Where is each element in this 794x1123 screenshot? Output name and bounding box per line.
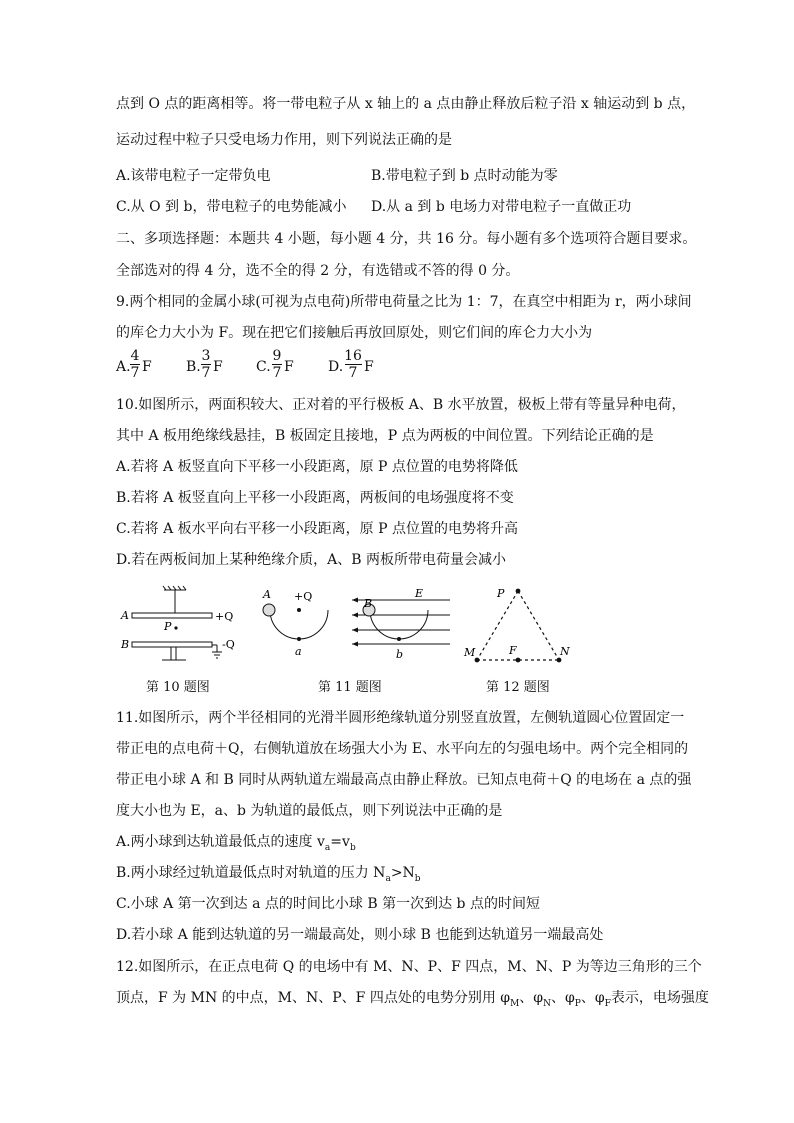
q9-text-line1: 9.两个相同的金属小球(可视为点电荷)所带电荷量之比为 1：7，在真空中相距为 r，两小球间	[116, 294, 692, 310]
figure-10-parallel-plates	[118, 584, 243, 664]
q10-text-line1: 10.如图所示，两面积较大、正对着的平行极板 A、B 水平放置，极板上带有等量异种电荷，	[116, 397, 686, 413]
q9-option-c-fraction	[270, 348, 284, 381]
q10-option-a: A.若将 A 板竖直向下平移一小段距离，原 P 点位置的电势将降低	[116, 459, 518, 475]
label-plus-q: +Q	[215, 610, 234, 623]
point-p-dot	[516, 589, 521, 594]
q11-text-line4: 度大小也为 E，a、b 为轨道的最低点，则下列说法中正确的是	[116, 803, 503, 819]
ceiling-hatch	[163, 586, 186, 590]
fraction-numerator: 3	[201, 348, 211, 364]
fraction-numerator: 16	[344, 348, 362, 364]
fraction-denominator: 7	[130, 365, 140, 381]
q9-option-a-label: A.	[116, 359, 131, 375]
label-point-b: b	[396, 648, 404, 661]
q10-option-d: D.若在两板间加上某种绝缘介质，A、B 两板所带电荷量会减小	[116, 552, 507, 568]
fraction-numerator: 4	[130, 348, 140, 364]
q12-text-line1: 12.如图所示，在正点电荷 Q 的电场中有 M、N、P、F 四点，M、N、P 为等边三角形的三个	[116, 959, 702, 975]
label-point-n: N	[560, 645, 570, 658]
q8-option-d: D.从 a 到 b 电场力对带电粒子一直做正功	[371, 199, 632, 215]
q10-option-c: C.若将 A 板水平向右平移一小段距离，原 P 点位置的电势将升高	[116, 521, 518, 537]
q9-option-d-suffix: F	[364, 359, 374, 375]
q9-option-d-fraction	[343, 348, 363, 381]
label-minus-q: -Q	[222, 638, 235, 651]
q10-option-b: B.若将 A 板竖直向上平移一小段距离，两板间的电场强度将不变	[116, 490, 514, 506]
q8-option-c: C.从 O 到 b，带电粒子的电势能减小	[116, 199, 347, 215]
q9-option-b-suffix: F	[213, 359, 223, 375]
figure-11-caption: 第 11 题图	[318, 680, 382, 695]
label-point-f: F	[509, 644, 517, 657]
q11-text-line2: 带正电的点电荷＋Q，右侧轨道放在场强大小为 E、水平向左的匀强电场中。两个完全相同的	[116, 741, 689, 757]
fraction-denominator: 7	[348, 365, 358, 381]
figure-11-semicircle-tracks	[258, 584, 453, 669]
section2-heading-line1: 二、多项选择题：本题共 4 小题，每小题 4 分，共 16 分。每小题有多个选项符合题目要求。	[116, 231, 697, 247]
q12-text-line2: 顶点，F 为 MN 的中点，M、N、P、F 四点处的电势分别用 $\varphi_M$、$\varphi_N$、$\varphi_P$、$\varphi_F$表示，电场强度	[116, 990, 709, 1009]
point-a-dot	[297, 637, 301, 641]
q9-option-d-label: D.	[328, 359, 344, 375]
q9-option-a-suffix: F	[142, 359, 152, 375]
q10-text-line2: 其中 A 板用绝缘线悬挂，B 板固定且接地，P 点为两板的中间位置。下列结论正确的是	[116, 428, 654, 444]
q9-option-c-label: C.	[256, 359, 271, 375]
q9-option-c-suffix: F	[284, 359, 294, 375]
q8-text-line2: 运动过程中粒子只受电场力作用，则下列说法正确的是	[116, 132, 452, 148]
label-point-a: a	[295, 645, 302, 658]
q11-text-line1: 11.如图所示，两个半径相同的光滑半圆形绝缘轨道分别竖直放置，左侧轨道圆心位置固定一	[116, 710, 685, 726]
q11-option-b: B.两小球经过轨道最低点时对轨道的压力 $N_a>N_b$	[116, 865, 421, 884]
label-plus-q: +Q	[294, 590, 313, 603]
field-arrowheads	[352, 598, 358, 647]
fraction-denominator: 7	[272, 365, 282, 381]
fraction-denominator: 7	[201, 365, 211, 381]
label-plate-a: A	[121, 609, 129, 622]
point-n-dot	[557, 658, 562, 663]
q8-option-a: A.该带电粒子一定带负电	[116, 168, 271, 184]
label-ball-a: A	[263, 588, 271, 601]
section2-heading-line2: 全部选对的得 4 分，选不全的得 2 分，有选错或不答的得 0 分。	[116, 263, 520, 279]
figure-12-triangle	[458, 584, 578, 669]
label-ball-b: B	[364, 597, 373, 610]
q9-option-b-fraction	[199, 348, 213, 381]
label-point-p: P	[164, 620, 172, 633]
label-point-m: M	[464, 646, 476, 659]
label-point-p: P	[497, 587, 505, 600]
q9-text-line2: 的库仑力大小为 F。现在把它们接触后再放回原处，则它们间的库仑力大小为	[116, 325, 593, 341]
point-f-dot	[516, 658, 521, 663]
q8-option-b: B.带电粒子到 b 点时动能为零	[371, 168, 558, 184]
q11-option-a: A.两小球到达轨道最低点的速度 $v_a=v_b$	[116, 834, 356, 853]
q9-option-b-label: B.	[186, 359, 201, 375]
left-track	[270, 610, 328, 639]
point-b-dot	[397, 637, 401, 641]
fraction-numerator: 9	[272, 348, 282, 364]
ground-icon	[212, 652, 222, 658]
q9-option-a-fraction	[128, 348, 142, 381]
plate-b	[132, 642, 212, 647]
q11-option-d: D.若小球 A 能到达轨道的另一端最高处，则小球 B 也能到达轨道另一端最高处	[116, 927, 604, 943]
figure-10-caption: 第 10 题图	[146, 680, 210, 695]
plate-a	[132, 613, 212, 618]
right-track	[370, 610, 428, 639]
point-m-dot	[475, 658, 480, 663]
point-p-dot	[174, 626, 177, 629]
q11-option-c: C.小球 A 第一次到达 a 点的时间比小球 B 第一次到达 b 点的时间短	[116, 896, 540, 912]
charge-plus-q-dot	[297, 608, 301, 612]
q8-text-line1: 点到 O 点的距离相等。将一带电粒子从 x 轴上的 a 点由静止释放后粒子沿 x 轴运动到 b 点，	[116, 96, 696, 112]
label-plate-b: B	[121, 638, 130, 651]
triangle-dashed-edges	[477, 591, 559, 660]
q11-text-line3: 带正电小球 A 和 B 同时从两轨道左端最高点由静止释放。已知点电荷＋Q 的电场在 a 点的强	[116, 772, 692, 788]
label-field-e: E	[415, 587, 424, 600]
ball-a	[263, 604, 275, 616]
figure-12-caption: 第 12 题图	[486, 680, 550, 695]
